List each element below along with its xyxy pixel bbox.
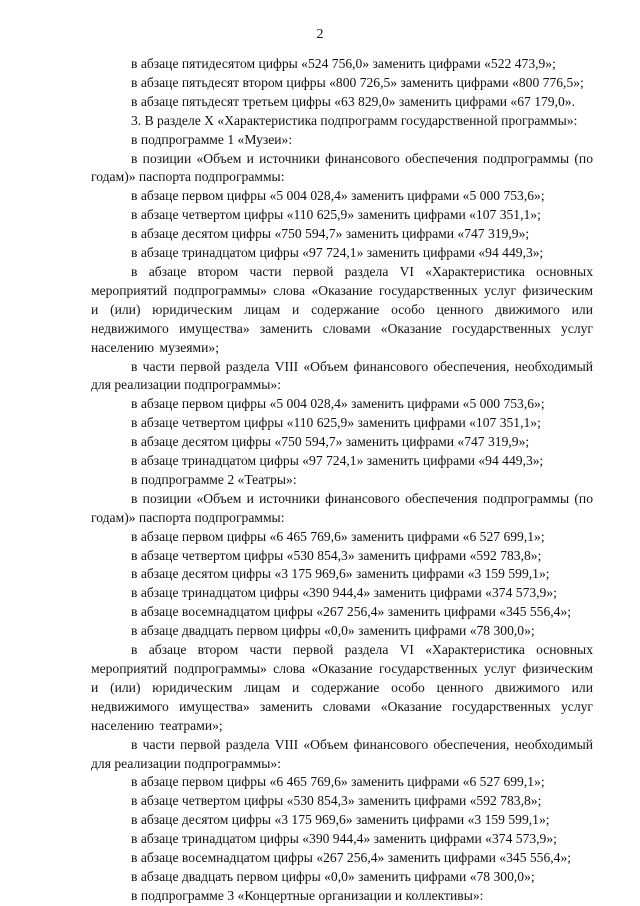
paragraph: в абзаце десятом цифры «3 175 969,6» заменить цифрами «3 159 599,1»; bbox=[131, 812, 550, 828]
paragraph: в абзаце тринадцатом цифры «390 944,4» заменить цифрами «374 573,9»; bbox=[131, 585, 557, 601]
paragraph: в абзаце втором части первой раздела VI «Характеристика основных мероприятий подпрограммы» слова «Оказание государственных услуг физическим и (или) юридическим лицам и содержание особо ценного движимого или недвижимого имущества» заменить словами «Оказание государственных услуг населению музеями»; bbox=[91, 263, 593, 355]
paragraph: в абзаце десятом цифры «3 175 969,6» заменить цифрами «3 159 599,1»; bbox=[131, 566, 550, 582]
paragraph: в абзаце тринадцатом цифры «97 724,1» заменить цифрами «94 449,3»; bbox=[131, 245, 544, 261]
paragraph: в абзаце двадцать первом цифры «0,0» заменить цифрами «78 300,0»; bbox=[131, 623, 535, 639]
paragraph: в абзаце тринадцатом цифры «390 944,4» заменить цифрами «374 573,9»; bbox=[131, 831, 557, 847]
paragraph: в абзаце десятом цифры «750 594,7» заменить цифрами «747 319,9»; bbox=[131, 226, 530, 242]
paragraph: в абзаце пятидесятом цифры «524 756,0» заменить цифрами «522 473,9»; bbox=[131, 56, 556, 71]
page-number: 2 bbox=[316, 27, 324, 42]
subprogram-heading: в подпрограмме 1 «Музеи»: bbox=[131, 131, 293, 147]
paragraph: в абзаце первом цифры «6 465 769,6» заменить цифрами «6 527 699,1»; bbox=[131, 774, 545, 790]
paragraph: в части первой раздела VIII «Объем финансового обеспечения, необходимый для реализации подпрограммы»: bbox=[91, 736, 593, 771]
paragraph: в абзаце пятьдесят третьем цифры «63 829,0» заменить цифрами «67 179,0». bbox=[131, 93, 575, 109]
paragraph: в абзаце тринадцатом цифры «97 724,1» заменить цифрами «94 449,3»; bbox=[131, 453, 544, 469]
paragraph: в абзаце первом цифры «5 004 028,4» заменить цифрами «5 000 753,6»; bbox=[131, 188, 545, 204]
paragraph: в позиции «Объем и источники финансового обеспечения подпрограммы (по годам)» паспорта подпрограммы: bbox=[91, 150, 593, 185]
paragraph: в абзаце четвертом цифры «110 625,9» заменить цифрами «107 351,1»; bbox=[131, 207, 541, 223]
paragraph: в абзаце двадцать первом цифры «0,0» заменить цифрами «78 300,0»; bbox=[131, 868, 535, 884]
section-heading: 3. В разделе X «Характеристика подпрограмм государственной программы»: bbox=[131, 112, 578, 128]
subprogram-heading: в подпрограмме 3 «Концертные организации и коллективы»: bbox=[131, 887, 484, 903]
paragraph: в абзаце первом цифры «6 465 769,6» заменить цифрами «6 527 699,1»; bbox=[131, 528, 545, 544]
paragraph: в абзаце первом цифры «5 004 028,4» заменить цифрами «5 000 753,6»; bbox=[131, 396, 545, 412]
paragraph: в абзаце десятом цифры «750 594,7» заменить цифрами «747 319,9»; bbox=[131, 434, 530, 450]
document-body bbox=[91, 55, 593, 906]
paragraph: в абзаце пятьдесят втором цифры «800 726,5» заменить цифрами «800 776,5»; bbox=[131, 74, 584, 90]
paragraph: в позиции «Объем и источники финансового обеспечения подпрограммы (по годам)» паспорта подпрограммы: bbox=[91, 490, 593, 525]
paragraph: в абзаце четвертом цифры «530 854,3» заменить цифрами «592 783,8»; bbox=[131, 793, 542, 809]
paragraph: в абзаце четвертом цифры «530 854,3» заменить цифрами «592 783,8»; bbox=[131, 547, 542, 563]
paragraph: в абзаце четвертом цифры «110 625,9» заменить цифрами «107 351,1»; bbox=[131, 415, 541, 431]
paragraph: в абзаце втором части первой раздела VI «Характеристика основных мероприятий подпрограммы» слова «Оказание государственных услуг физическим и (или) юридическим лицам и содержание особо ценного движимого или недвижимого имущества» заменить словами «Оказание государственных услуг населению театрами»; bbox=[91, 642, 593, 733]
paragraph: в абзаце восемнадцатом цифры «267 256,4» заменить цифрами «345 556,4»; bbox=[131, 850, 572, 866]
paragraph: в части первой раздела VIII «Объем финансового обеспечения, необходимый для реализации подпрограммы»: bbox=[91, 358, 593, 393]
paragraph: в абзаце восемнадцатом цифры «267 256,4» заменить цифрами «345 556,4»; bbox=[131, 604, 572, 620]
subprogram-heading: в подпрограмме 2 «Театры»: bbox=[131, 471, 297, 487]
